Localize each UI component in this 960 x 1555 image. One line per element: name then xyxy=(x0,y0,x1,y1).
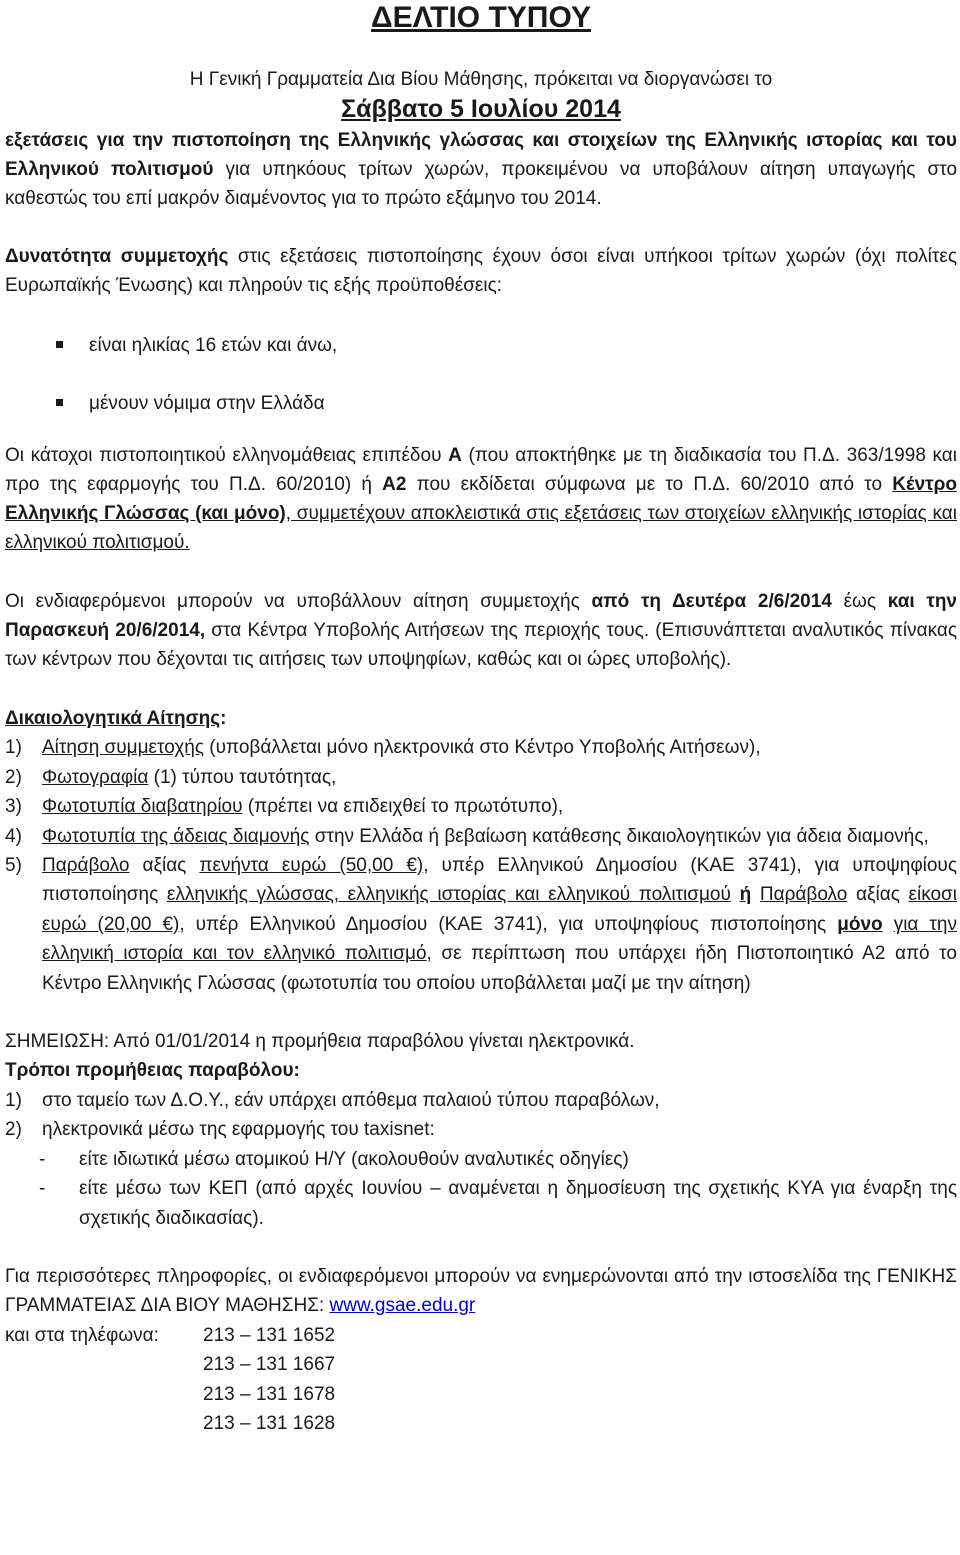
dash-marker: - xyxy=(39,1148,46,1170)
phone-numbers xyxy=(5,1321,957,1439)
fee-text: , υπέρ Ελληνικού Δημοσίου (ΚΑΕ 3741), για υποψηφίους πιστοποίησης xyxy=(179,913,838,935)
document-name: Φωτογραφία xyxy=(42,766,149,788)
method-text: στο ταμείο των Δ.Ο.Υ., εάν υπάρχει απόθεμα παλαιού τύπου παραβόλων, xyxy=(42,1089,660,1111)
fee-text xyxy=(731,884,740,905)
item-number: 3) xyxy=(5,796,22,818)
phone-number: 213 – 131 1667 xyxy=(203,1354,336,1376)
list-item xyxy=(5,1115,957,1144)
eligibility-bold-text: Δυνατότητα συμμετοχής xyxy=(5,246,229,267)
documents-heading-colon: : xyxy=(220,708,227,729)
conditions-list xyxy=(5,331,957,418)
or-word: ή xyxy=(739,884,752,906)
fee-name: Παράβολο xyxy=(759,884,848,906)
press-release-document xyxy=(5,0,957,1438)
intro-line: Η Γενική Γραμματεία Δια Βίου Μάθησης, πρόκειται να διοργανώσει το xyxy=(189,69,773,90)
holders-text-4: , συμμετέχουν αποκλειστικά στις εξετάσεις των στοιχείων ελληνικής ιστορίας και ελληνικού πολιτισμού. xyxy=(5,503,957,553)
document-detail: (1) τύπου ταυτότητας, xyxy=(148,766,337,788)
level-a2: Α2 xyxy=(382,474,407,495)
eligibility-rest-text: στις εξετάσεις πιστοποίησης έχουν όσοι είναι υπήκοοι τρίτων χωρών (όχι πολίτες Ευρωπαϊκής Ένωσης) και πληρούν τις εξής προϋποθέσεις: xyxy=(5,246,957,296)
taxisnet-options-list xyxy=(5,1145,957,1233)
document-name: Φωτοτυπία διαβατηρίου xyxy=(42,796,243,818)
item-number: 5) xyxy=(5,855,22,877)
item-number: 1) xyxy=(5,737,22,759)
application-text-3: στα Κέντρα Υποβολής Αιτήσεων της περιοχής τους. (Επισυνάπτεται αναλυτικός πίνακας των κέντρων που δέχονται τις αιτήσεις των υποψηφίων, καθώς και οι ώρες υποβολής). xyxy=(5,620,957,670)
phone-number: 213 – 131 1678 xyxy=(203,1383,336,1405)
list-item xyxy=(5,822,957,851)
document-name: Αίτηση συμμετοχής xyxy=(42,737,205,759)
methods-list xyxy=(5,1086,957,1145)
note-text: ΣΗΜΕΙΩΣΗ: Από 01/01/2014 η προμήθεια παραβόλου γίνεται ηλεκτρονικά. xyxy=(5,1031,635,1053)
document-detail: στην Ελλάδα ή βεβαίωση κατάθεσης δικαιολογητικών για άδεια διαμονής, xyxy=(309,825,929,847)
fee-amount-50: πενήντα ευρώ (50,00 €) xyxy=(199,855,424,877)
list-item xyxy=(5,733,957,762)
methods-heading: Τρόποι προμήθειας παραβόλου: xyxy=(5,1060,300,1082)
condition-text: είναι ηλικίας 16 ετών και άνω, xyxy=(89,335,338,356)
list-item xyxy=(5,763,957,792)
greek-language-centre: Κέντρο Ελληνικής Γλώσσας (και μόνο) xyxy=(5,474,957,524)
contact-text: Για περισσότερες πληροφορίες, οι ενδιαφερόμενοι μπορούν να ενημερώνονται από την ιστοσελίδα της ΓΕΝΙΚΗΣ ΓΡΑΜΜΑΤΕΙΑΣ ΔΙΑ ΒΙΟΥ ΜΑΘΗΣΗΣ: xyxy=(5,1265,957,1317)
intro-paragraph xyxy=(5,126,957,213)
application-start-date: από τη Δευτέρα 2/6/2014 xyxy=(591,591,832,612)
application-text-1: Οι ενδιαφερόμενοι μπορούν να υποβάλλουν αίτηση συμμετοχής xyxy=(5,591,592,612)
holders-text-2: (που αποκτήθηκε με τη διαδικασία του Π.Δ. 363/1998 και προ της εφαρμογής του Π.Δ. 60/2010) ή xyxy=(5,445,958,495)
dash-marker: - xyxy=(39,1178,46,1200)
fee-text xyxy=(751,884,760,905)
fee-text: , σε περίπτωση που υπάρχει ήδη Πιστοποιητικό Α2 από το Κέντρο Ελληνικής Γλώσσας (φωτοτυπία του οποίου υποβάλλεται μαζί με την αίτηση) xyxy=(42,943,957,994)
fee-text: , υπέρ Ελληνικού Δημοσίου (ΚΑΕ 3741), για υποψηφίους πιστοποίησης xyxy=(42,855,957,906)
bullet-square-icon xyxy=(56,341,63,348)
documents-list xyxy=(5,733,957,998)
document-name: Φωτοτυπία της άδειας διαμονής xyxy=(42,825,310,847)
application-paragraph xyxy=(5,587,957,674)
list-item xyxy=(5,1086,957,1115)
level-a: Α xyxy=(448,445,462,466)
holders-text-3: που εκδίδεται σύμφωνα με το Π.Δ. 60/2010 από το xyxy=(406,474,893,495)
application-end-date: και την Παρασκευή 20/6/2014, xyxy=(5,591,957,641)
list-item xyxy=(5,851,957,998)
item-number: 4) xyxy=(5,825,22,847)
holders-paragraph xyxy=(5,441,957,557)
list-item xyxy=(5,331,957,360)
list-item xyxy=(5,1145,957,1174)
documents-heading xyxy=(5,704,957,733)
eligibility-paragraph xyxy=(5,242,957,300)
phone-number: 213 – 131 1652 xyxy=(203,1324,336,1346)
option-text: είτε ιδιωτικά μέσω ατομικού Η/Υ (ακολουθούν αναλυτικές οδηγίες) xyxy=(79,1148,629,1170)
method-text: ηλεκτρονικά μέσω της εφαρμογής του taxisnet: xyxy=(42,1119,435,1141)
phone-number: 213 – 131 1628 xyxy=(203,1412,336,1434)
fee-text xyxy=(883,914,894,935)
application-text-2: έως xyxy=(831,591,888,612)
fee-text: αξίας xyxy=(129,855,200,877)
full-certification-subjects: ελληνικής γλώσσας, ελληνικής ιστορίας και ελληνικού πολιτισμού xyxy=(166,884,731,906)
item-number: 2) xyxy=(5,766,22,788)
contact-paragraph xyxy=(5,1262,957,1321)
document-detail: (υποβάλλεται μόνο ηλεκτρονικά στο Κέντρο Υποβολής Αιτήσεων), xyxy=(204,737,761,759)
fee-name: Παράβολο xyxy=(42,855,130,877)
condition-text: μένουν νόμιμα στην Ελλάδα xyxy=(89,393,325,414)
exam-date: Σάββατο 5 Ιουλίου 2014 xyxy=(341,95,621,123)
website-link[interactable]: www.gsae.edu.gr xyxy=(329,1295,476,1317)
item-number: 2) xyxy=(5,1119,22,1141)
list-item xyxy=(5,792,957,821)
document-detail: (πρέπει να επιδειχθεί το πρωτότυπο), xyxy=(242,796,564,818)
list-item xyxy=(5,1174,957,1233)
option-text: είτε μέσω των ΚΕΠ (από αρχές Ιουνίου – αναμένεται η δημοσίευση της σχετικής ΚΥΑ για έναρξη της σχετικής διαδικασίας). xyxy=(79,1178,957,1229)
bullet-square-icon xyxy=(56,399,63,406)
only-word: μόνο xyxy=(837,913,883,935)
history-culture-subjects: για την ελληνική ιστορία και τον ελληνικό πολιτισμό xyxy=(42,913,957,965)
fee-amount-20: είκοσι ευρώ (20,00 €) xyxy=(42,884,958,935)
item-number: 1) xyxy=(5,1089,22,1111)
documents-heading-text: Δικαιολογητικά Αίτησης xyxy=(5,708,221,729)
fee-text: αξίας xyxy=(847,884,909,906)
intro-rest-text: για υπηκόους τρίτων χωρών, προκειμένου να υποβάλουν αίτηση υπαγωγής στο καθεστώς του επί μακρόν διαμένοντος για το πρώτο εξάμηνο του 2014. xyxy=(5,159,958,209)
intro-bold-text: εξετάσεις για την πιστοποίηση της Ελληνικής γλώσσας και στοιχείων της Ελληνικής ιστορίας και του Ελληνικού πολιτισμού xyxy=(5,130,957,180)
phones-label: και στα τηλέφωνα: xyxy=(5,1324,159,1346)
document-title: ΔΕΛΤΙΟ ΤΥΠΟΥ xyxy=(371,1,591,34)
list-item xyxy=(5,389,957,418)
holders-text-1: Οι κάτοχοι πιστοποιητικού ελληνομάθειας επιπέδου xyxy=(5,445,449,466)
